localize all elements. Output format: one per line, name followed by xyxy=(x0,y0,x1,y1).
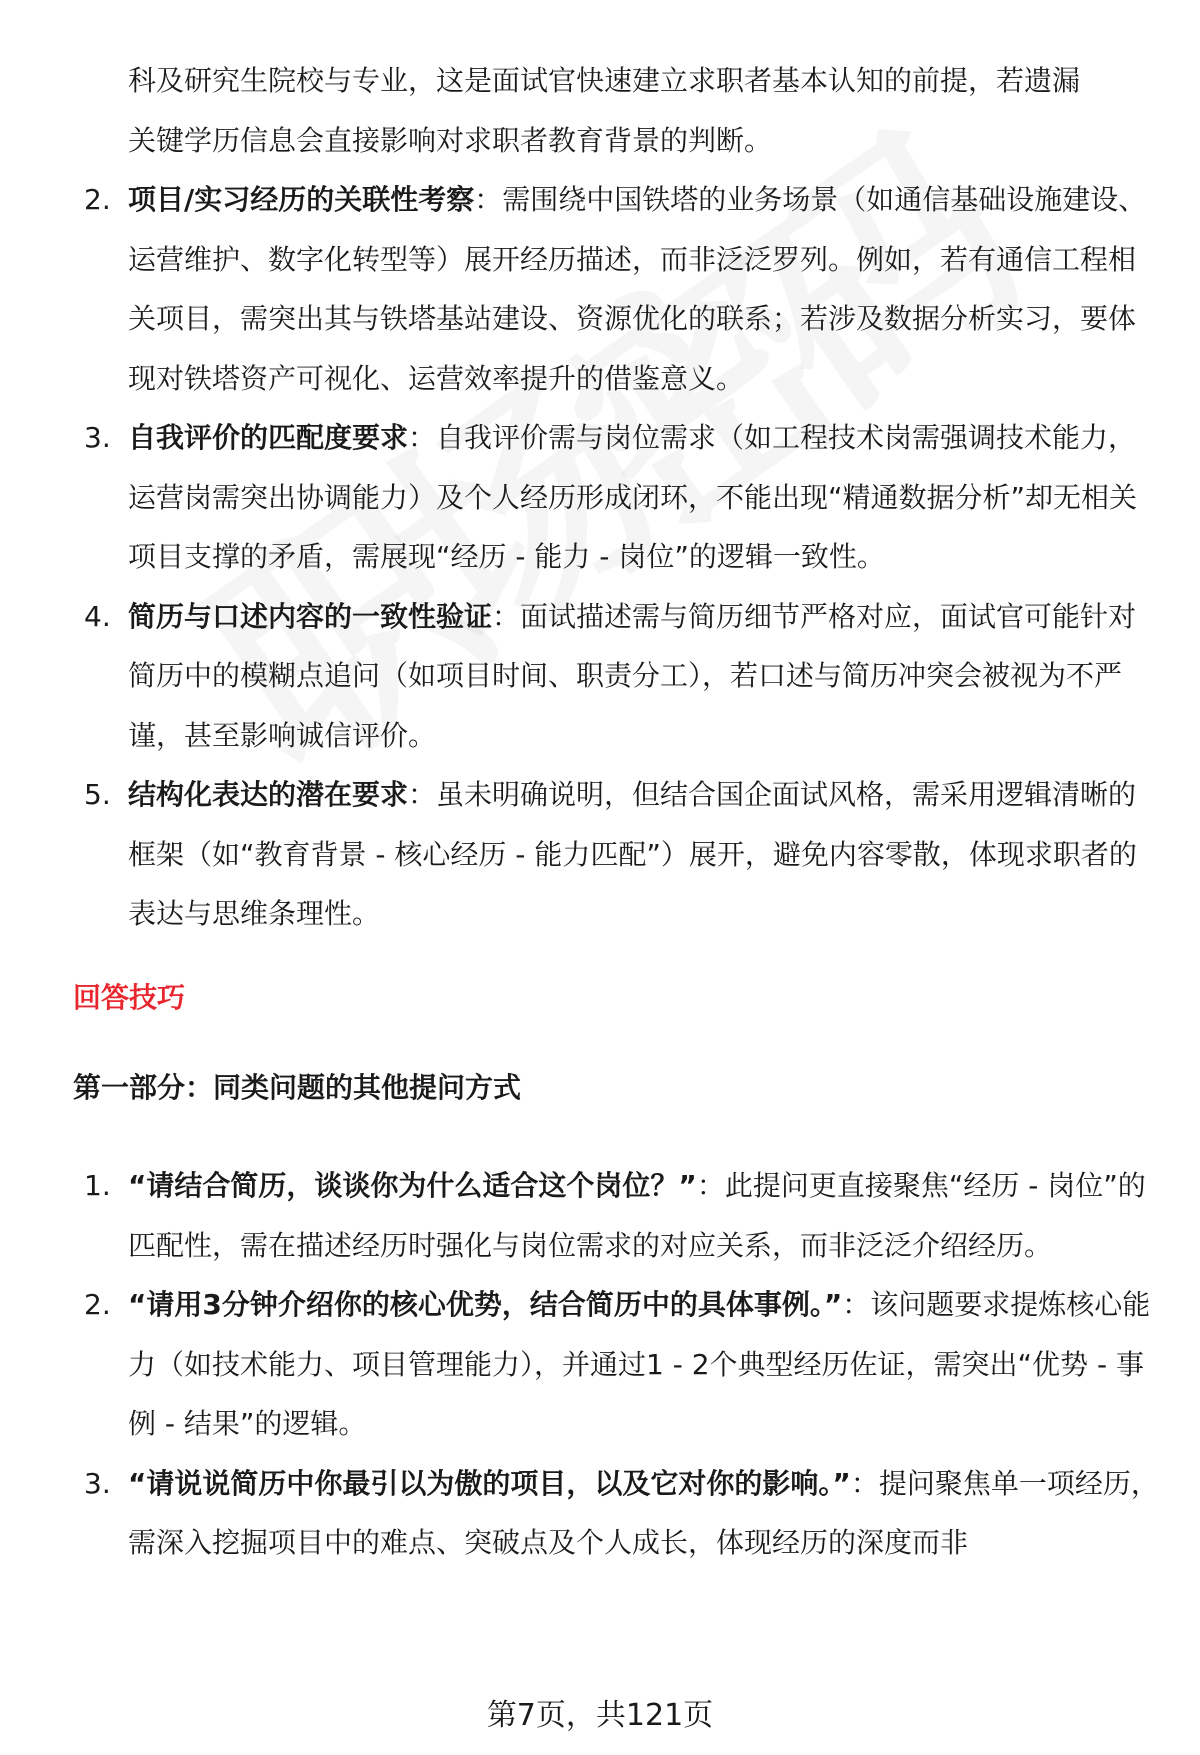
item-text: ：提问聚焦单一项经历，需深入挖掘项目中的难点、突破点及个人成长，体现经历的深度而非 xyxy=(128,1466,1159,1559)
item-number: 2. xyxy=(84,183,111,216)
item-lead: 项目/实习经历的关联性考察 xyxy=(128,183,475,216)
question-item-3 xyxy=(0,1454,1200,1573)
item-text: ：该问题要求提炼核心能力（如技术能力、项目管理能力），并通过1 - 2个典型经历佐证，需突出“优势 - 事例 - 结果”的逻辑。 xyxy=(128,1288,1151,1440)
questions-block xyxy=(0,1156,1200,1573)
requirement-item-3 xyxy=(0,408,1200,587)
continuation-paragraph xyxy=(0,51,1200,170)
item-text: ：自我评价需与岗位需求（如工程技术岗需强调技术能力，运营岗需突出协调能力）及个人经历形成闭环，不能出现“精通数据分析”却无相关项目支撑的矛盾，需展现“经历 - 能力 - 岗位”的逻辑一致性。 xyxy=(128,421,1138,573)
continuation-line-2: 关键学历信息会直接影响对求职者教育背景的判断。 xyxy=(128,123,773,157)
item-lead: 结构化表达的潜在要求 xyxy=(128,778,409,811)
section-title: 回答技巧 xyxy=(73,981,186,1014)
question-item-2 xyxy=(0,1275,1200,1454)
continuation-line-1: 科及研究生院校与专业，这是面试官快速建立求职者基本认知的前提，若遗漏 xyxy=(128,64,1081,97)
part-title: 第一部分：同类问题的其他提问方式 xyxy=(73,1071,522,1104)
requirements-block xyxy=(0,51,1200,944)
requirement-item-2 xyxy=(0,170,1200,408)
item-number: 4. xyxy=(84,599,111,633)
item-text: ：面试描述需与简历细节严格对应，面试官可能针对简历中的模糊点追问（如项目时间、职责分工），若口述与简历冲突会被视为不严谨，甚至影响诚信评价。 xyxy=(128,599,1137,752)
item-text: ：虽未明确说明，但结合国企面试风格，需采用逻辑清晰的框架（如“教育背景 - 核心经历 - 能力匹配”）展开，避免内容零散，体现求职者的表达与思维条理性。 xyxy=(128,778,1137,930)
questions-list xyxy=(0,1156,1200,1573)
item-number: 3. xyxy=(84,1466,111,1500)
item-number: 3. xyxy=(84,421,111,454)
item-lead: “请说说简历中你最引以为傲的项目，以及它对你的影响。” xyxy=(128,1466,851,1500)
item-text: ：此提问更直接聚焦“经历 - 岗位”的匹配性，需在描述经历时强化与岗位需求的对应关系，而非泛泛介绍经历。 xyxy=(128,1169,1146,1262)
item-lead: “请用3分钟介绍你的核心优势，结合简历中的具体事例。” xyxy=(128,1288,843,1321)
item-number: 1. xyxy=(84,1169,111,1202)
requirement-item-5 xyxy=(0,765,1200,944)
item-lead: 简历与口述内容的一致性验证 xyxy=(128,599,493,633)
item-number: 2. xyxy=(84,1288,111,1321)
question-item-1 xyxy=(0,1156,1200,1275)
requirements-list xyxy=(0,170,1200,944)
page-footer: 第7页，共121页 xyxy=(486,1698,714,1733)
item-lead: 自我评价的匹配度要求 xyxy=(128,421,409,454)
item-lead: “请结合简历，谈谈你为什么适合这个岗位？” xyxy=(128,1169,697,1202)
item-text: ：需围绕中国铁塔的业务场景（如通信基础设施建设、运营维护、数字化转型等）展开经历描述，而非泛泛罗列。例如，若有通信工程相关项目，需突出其与铁塔基站建设、资源优化的联系；若涉及数据分析实习，要体现对铁塔资产可视化、运营效率提升的借鉴意义。 xyxy=(128,183,1147,395)
requirement-item-4 xyxy=(0,587,1200,766)
item-number: 5. xyxy=(84,778,111,811)
